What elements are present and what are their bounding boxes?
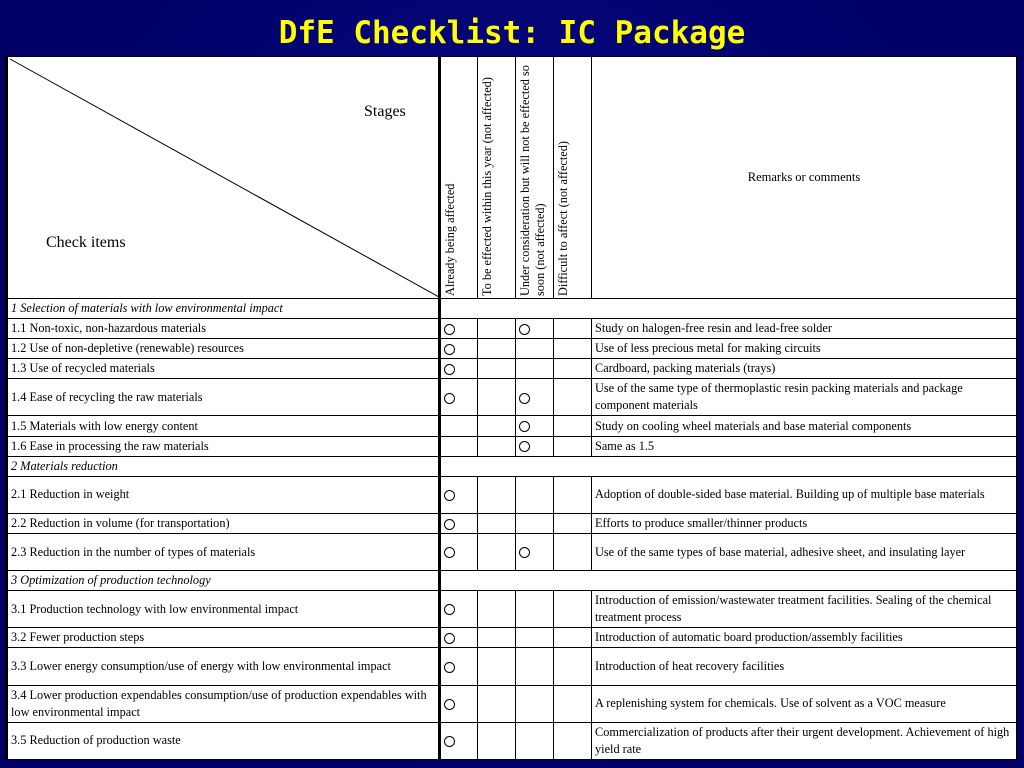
stage-mark-cell: [516, 436, 554, 456]
stage-mark-cell: [516, 591, 554, 628]
checklist-body: [7, 299, 1017, 760]
check-item: 2.2 Reduction in volume (for transportation): [7, 513, 440, 533]
stage-mark-cell: [516, 476, 554, 513]
circle-mark-icon: [444, 662, 455, 673]
check-item: 1.5 Materials with low energy content: [7, 416, 440, 436]
stage-mark-cell: [516, 685, 554, 722]
stage-mark-cell: [440, 379, 478, 416]
stage-mark-cell: [478, 339, 516, 359]
stage-mark-cell: [478, 319, 516, 339]
table-row: [7, 648, 1017, 685]
diagonal-divider: [8, 57, 440, 299]
stage-mark-cell: [554, 319, 592, 339]
table-row: [7, 359, 1017, 379]
remark: A replenishing system for chemicals. Use of solvent as a VOC measure: [592, 685, 1017, 722]
stage-mark-cell: [440, 359, 478, 379]
circle-mark-icon: [444, 547, 455, 558]
remark: Introduction of heat recovery facilities: [592, 648, 1017, 685]
stage-mark-cell: [478, 722, 516, 759]
stage-mark-cell: [478, 685, 516, 722]
section-title: 2 Materials reduction: [7, 456, 440, 476]
stage-mark-cell: [516, 339, 554, 359]
slide-title: DfE Checklist: IC Package: [278, 15, 746, 51]
section-title: 3 Optimization of production technology: [7, 571, 440, 591]
stage-mark-cell: [440, 436, 478, 456]
remark: Commercialization of products after their urgent development. Achievement of high yield rate: [592, 722, 1017, 759]
remark: Introduction of emission/wastewater treatment facilities. Sealing of the chemical treatment process: [592, 591, 1017, 628]
dfe-checklist-table: [5, 56, 1017, 760]
check-items-label: Check items: [46, 234, 126, 251]
stage-mark-cell: [516, 319, 554, 339]
stage-mark-cell: [440, 339, 478, 359]
stage-mark-cell: [478, 591, 516, 628]
stage-mark-cell: [554, 648, 592, 685]
stage-mark-cell: [554, 685, 592, 722]
stage-mark-cell: [554, 513, 592, 533]
stage-mark-cell: [554, 722, 592, 759]
circle-mark-icon: [444, 604, 455, 615]
check-item: 1.3 Use of recycled materials: [7, 359, 440, 379]
stage-mark-cell: [554, 339, 592, 359]
stage-mark-cell: [478, 436, 516, 456]
remark: Use of the same types of base material, adhesive sheet, and insulating layer: [592, 533, 1017, 570]
check-item: 1.6 Ease in processing the raw materials: [7, 436, 440, 456]
stage-mark-cell: [516, 359, 554, 379]
stage-mark-cell: [440, 628, 478, 648]
stage-mark-cell: [554, 628, 592, 648]
table-row: [7, 319, 1017, 339]
remark: Cardboard, packing materials (trays): [592, 359, 1017, 379]
circle-mark-icon: [444, 324, 455, 335]
stage-mark-cell: [516, 722, 554, 759]
circle-mark-icon: [444, 344, 455, 355]
circle-mark-icon: [444, 393, 455, 404]
stage-mark-cell: [554, 533, 592, 570]
remark: Efforts to produce smaller/thinner products: [592, 513, 1017, 533]
table-row: [7, 685, 1017, 722]
stage-mark-cell: [440, 722, 478, 759]
check-item: 1.1 Non-toxic, non-hazardous materials: [7, 319, 440, 339]
table-row: [7, 379, 1017, 416]
table-row: [7, 416, 1017, 436]
circle-mark-icon: [519, 547, 530, 558]
stage-mark-cell: [440, 685, 478, 722]
stage-mark-cell: [516, 628, 554, 648]
circle-mark-icon: [519, 441, 530, 452]
checklist-table-container: [5, 56, 1017, 760]
stage-mark-cell: [440, 513, 478, 533]
section-title: 1 Selection of materials with low environmental impact: [7, 299, 440, 319]
stage-mark-cell: [516, 648, 554, 685]
stage-mark-cell: [478, 628, 516, 648]
stage-mark-cell: [440, 591, 478, 628]
section-blank-cell: [440, 571, 1017, 591]
check-item: 3.5 Reduction of production waste: [7, 722, 440, 759]
table-row: [7, 533, 1017, 570]
circle-mark-icon: [519, 324, 530, 335]
section-row: [7, 299, 1017, 319]
circle-mark-icon: [444, 490, 455, 501]
stage-mark-cell: [554, 416, 592, 436]
stage-mark-cell: [478, 513, 516, 533]
table-row: [7, 513, 1017, 533]
stage-header-under-consideration: Under consideration but will not be effected so soon (not affected): [516, 57, 554, 299]
check-item: 2.1 Reduction in weight: [7, 476, 440, 513]
stage-mark-cell: [478, 533, 516, 570]
check-item: 3.4 Lower production expendables consumption/use of production expendables with low environmental impact: [7, 685, 440, 722]
circle-mark-icon: [444, 699, 455, 710]
stage-header-difficult: Difficult to affect (not affected): [554, 57, 592, 299]
remark: Study on cooling wheel materials and base material components: [592, 416, 1017, 436]
check-item: 3.1 Production technology with low environmental impact: [7, 591, 440, 628]
table-row: [7, 339, 1017, 359]
stage-header-this-year: To be effected within this year (not affected): [478, 57, 516, 299]
stage-mark-cell: [440, 476, 478, 513]
check-item: 3.3 Lower energy consumption/use of energy with low environmental impact: [7, 648, 440, 685]
stage-mark-cell: [554, 591, 592, 628]
remark: Introduction of automatic board production/assembly facilities: [592, 628, 1017, 648]
circle-mark-icon: [444, 633, 455, 644]
table-row: [7, 722, 1017, 759]
check-item: 1.2 Use of non-depletive (renewable) resources: [7, 339, 440, 359]
check-item: 2.3 Reduction in the number of types of materials: [7, 533, 440, 570]
remark: Use of less precious metal for making circuits: [592, 339, 1017, 359]
stage-mark-cell: [554, 379, 592, 416]
stage-mark-cell: [554, 436, 592, 456]
check-item: 3.2 Fewer production steps: [7, 628, 440, 648]
stage-mark-cell: [478, 648, 516, 685]
section-blank-cell: [440, 299, 1017, 319]
circle-mark-icon: [519, 421, 530, 432]
table-row: [7, 591, 1017, 628]
section-row: [7, 571, 1017, 591]
table-row: [7, 476, 1017, 513]
stage-mark-cell: [516, 533, 554, 570]
stage-mark-cell: [516, 379, 554, 416]
stage-mark-cell: [440, 533, 478, 570]
stage-mark-cell: [478, 359, 516, 379]
remark: Study on halogen-free resin and lead-free solder: [592, 319, 1017, 339]
stage-mark-cell: [478, 416, 516, 436]
remark: Use of the same type of thermoplastic resin packing materials and package component materials: [592, 379, 1017, 416]
stages-label: Stages: [364, 103, 406, 120]
circle-mark-icon: [444, 736, 455, 747]
stage-mark-cell: [516, 513, 554, 533]
stage-mark-cell: [440, 319, 478, 339]
stage-mark-cell: [516, 416, 554, 436]
remark: Adoption of double-sided base material. Building up of multiple base materials: [592, 476, 1017, 513]
diagonal-header-cell: [7, 57, 440, 299]
circle-mark-icon: [519, 393, 530, 404]
stage-mark-cell: [554, 476, 592, 513]
stage-header-already: Already being affected: [440, 57, 478, 299]
stage-mark-cell: [554, 359, 592, 379]
remark: Same as 1.5: [592, 436, 1017, 456]
stage-mark-cell: [478, 379, 516, 416]
table-row: [7, 436, 1017, 456]
section-blank-cell: [440, 456, 1017, 476]
remarks-header: Remarks or comments: [592, 57, 1017, 299]
header-row: [7, 57, 1017, 299]
circle-mark-icon: [444, 519, 455, 530]
stage-mark-cell: [478, 476, 516, 513]
circle-mark-icon: [444, 364, 455, 375]
stage-mark-cell: [440, 416, 478, 436]
table-row: [7, 628, 1017, 648]
check-item: 1.4 Ease of recycling the raw materials: [7, 379, 440, 416]
stage-mark-cell: [440, 648, 478, 685]
section-row: [7, 456, 1017, 476]
